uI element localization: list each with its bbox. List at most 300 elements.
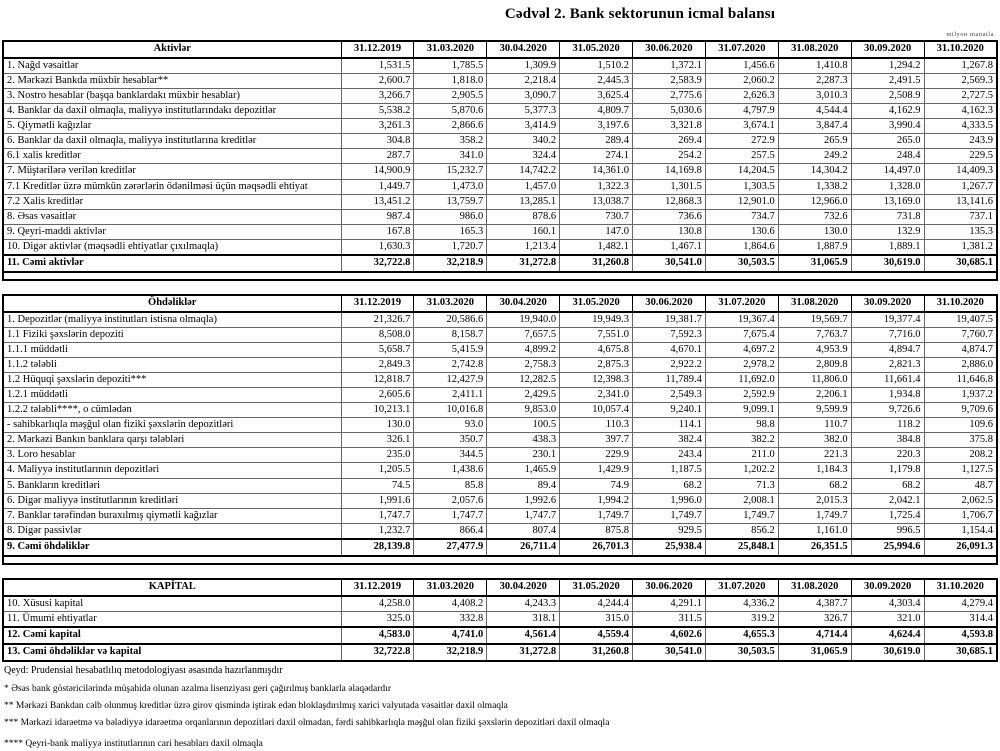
table-row — [3, 119, 997, 134]
value-cell: 1,749.7 — [778, 508, 851, 523]
footnote: ** Mərkəzi Bankdan cəlb olunmuş kreditlər üzrə girov qismində iştirak edən bloklaşdırılmış xarici valyutada vəsaitlər daxil olmaqla — [4, 701, 508, 712]
value-cell: 732.6 — [778, 209, 851, 224]
value-cell: 2,978.2 — [705, 358, 778, 373]
value-cell: 257.5 — [705, 149, 778, 164]
value-cell: 3,261.3 — [341, 119, 414, 134]
column-header: 31.03.2020 — [414, 579, 487, 596]
value-cell: 314.4 — [924, 611, 997, 627]
value-cell: 12,427.9 — [414, 373, 487, 388]
value-cell: 7,675.4 — [705, 327, 778, 342]
value-cell: 8,158.7 — [414, 327, 487, 342]
value-cell: 1,785.5 — [414, 58, 487, 74]
value-cell: 4,697.2 — [705, 342, 778, 357]
value-cell: 19,569.7 — [778, 312, 851, 328]
row-label: 4. Banklar da daxil olmaqla, maliyyə institutlarındakı depozitlər — [3, 104, 341, 119]
value-cell: 11,661.4 — [851, 373, 924, 388]
row-label: - sahibkarlıqla məşğul olan fiziki şəxslərin depozitləri — [3, 418, 341, 433]
value-cell: 1,154.4 — [924, 523, 997, 539]
value-cell: 14,204.5 — [705, 164, 778, 179]
value-cell: 4,797.9 — [705, 104, 778, 119]
value-cell: 1,992.6 — [487, 493, 560, 508]
value-cell: 1,205.5 — [341, 463, 414, 478]
header-row — [3, 579, 997, 596]
value-cell: 10,213.1 — [341, 403, 414, 418]
table-row — [3, 149, 997, 164]
value-cell: 3,847.4 — [778, 119, 851, 134]
value-cell: 1,179.8 — [851, 463, 924, 478]
footnote: Qeyd: Prudensial hesabatlılıq metodologiyası əsasında hazırlanmışdır — [4, 664, 283, 676]
value-cell: 19,381.7 — [633, 312, 706, 328]
value-cell: 2,821.3 — [851, 358, 924, 373]
value-cell: 14,900.9 — [341, 164, 414, 179]
row-label: 3. Nostro hesablar (başqa banklardakı müxbir hesablar) — [3, 89, 341, 104]
value-cell: 875.8 — [560, 523, 633, 539]
value-cell: 5,415.9 — [414, 342, 487, 357]
value-cell: 243.4 — [633, 448, 706, 463]
section-header: Öhdəliklər — [3, 295, 341, 312]
table-row — [3, 493, 997, 508]
value-cell: 167.8 — [341, 224, 414, 239]
value-cell: 4,291.1 — [633, 596, 706, 612]
row-label: 2. Mərkəzi Bankın banklara qarşı tələbləri — [3, 433, 341, 448]
value-cell: 3,090.7 — [487, 89, 560, 104]
value-cell: 32,722.8 — [341, 644, 414, 661]
value-cell: 3,990.4 — [851, 119, 924, 134]
value-cell: 1,720.7 — [414, 239, 487, 255]
value-cell: 1,322.3 — [560, 179, 633, 194]
value-cell: 11,692.0 — [705, 373, 778, 388]
table-row — [3, 463, 997, 478]
row-label: 1.2 Hüquqi şəxslərin depoziti*** — [3, 373, 341, 388]
value-cell: 31,272.8 — [487, 644, 560, 661]
value-cell: 30,503.5 — [705, 644, 778, 661]
value-cell: 26,091.3 — [924, 539, 997, 556]
value-cell: 2,015.3 — [778, 493, 851, 508]
value-cell: 1,184.3 — [778, 463, 851, 478]
value-cell: 332.8 — [414, 611, 487, 627]
table-row — [3, 539, 997, 556]
value-cell: 4,602.6 — [633, 627, 706, 644]
value-cell: 987.4 — [341, 209, 414, 224]
value-cell: 8,508.0 — [341, 327, 414, 342]
row-label: 1. Depozitlər (maliyyə institutları istisna olmaqla) — [3, 312, 341, 328]
table-row — [3, 403, 997, 418]
column-header: 31.12.2019 — [341, 579, 414, 596]
value-cell: 1,187.5 — [633, 463, 706, 478]
value-cell: 4,544.4 — [778, 104, 851, 119]
value-cell: 4,675.8 — [560, 342, 633, 357]
row-label: 13. Cəmi öhdəliklər və kapital — [3, 644, 341, 661]
value-cell: 2,206.1 — [778, 388, 851, 403]
value-cell: 2,592.9 — [705, 388, 778, 403]
value-cell: 382.2 — [705, 433, 778, 448]
value-cell: 1,510.2 — [560, 58, 633, 74]
row-label: 6. Banklar da daxil olmaqla, maliyyə institutlarına kreditlər — [3, 134, 341, 149]
value-cell: 2,849.3 — [341, 358, 414, 373]
value-cell: 1,934.8 — [851, 388, 924, 403]
column-header: 30.04.2020 — [487, 295, 560, 312]
value-cell: 25,848.1 — [705, 539, 778, 556]
row-label: 11. Cəmi aktivlər — [3, 255, 341, 272]
value-cell: 4,593.8 — [924, 627, 997, 644]
value-cell: 2,508.9 — [851, 89, 924, 104]
value-cell: 9,709.6 — [924, 403, 997, 418]
value-cell: 254.2 — [633, 149, 706, 164]
value-cell: 30,619.0 — [851, 644, 924, 661]
value-cell: 2,287.3 — [778, 74, 851, 89]
value-cell: 2,429.5 — [487, 388, 560, 403]
value-cell: 2,775.6 — [633, 89, 706, 104]
table-row — [3, 312, 997, 328]
value-cell: 20,586.6 — [414, 312, 487, 328]
value-cell: 30,541.0 — [633, 644, 706, 661]
value-cell: 130.8 — [633, 224, 706, 239]
value-cell: 19,949.3 — [560, 312, 633, 328]
row-label: 10. Digər aktivlər (məqsədli ehtiyatlar çıxılmaqla) — [3, 239, 341, 255]
value-cell: 2,742.8 — [414, 358, 487, 373]
value-cell: 26,701.3 — [560, 539, 633, 556]
value-cell: 1,457.0 — [487, 179, 560, 194]
table-row — [3, 611, 997, 627]
table-row — [3, 239, 997, 255]
value-cell: 4,162.9 — [851, 104, 924, 119]
value-cell: 130.6 — [705, 224, 778, 239]
value-cell: 2,042.1 — [851, 493, 924, 508]
value-cell: 31,260.8 — [560, 644, 633, 661]
value-cell: 382.0 — [778, 433, 851, 448]
value-cell: 229.9 — [560, 448, 633, 463]
value-cell: 2,569.3 — [924, 74, 997, 89]
value-cell: 74.5 — [341, 478, 414, 493]
value-cell: 221.3 — [778, 448, 851, 463]
table-row — [3, 134, 997, 149]
value-cell: 1,372.1 — [633, 58, 706, 74]
value-cell: 13,038.7 — [560, 194, 633, 209]
footnote: *** Mərkəzi idarəetmə və bələdiyyə idarəetmə orqanlarının depozitləri daxil olmadan, fərdi sahibkarlıqla məşğul olan fiziki şəxslərin depozitləri daxil olmaqla — [4, 718, 610, 729]
value-cell: 32,722.8 — [341, 255, 414, 272]
value-cell: 11,646.8 — [924, 373, 997, 388]
value-cell: 2,626.3 — [705, 89, 778, 104]
row-label: 11. Ümumi ehtiyatlar — [3, 611, 341, 627]
value-cell: 21,326.7 — [341, 312, 414, 328]
value-cell: 74.9 — [560, 478, 633, 493]
value-cell: 734.7 — [705, 209, 778, 224]
value-cell: 384.8 — [851, 433, 924, 448]
header-row — [3, 41, 997, 58]
value-cell: 68.2 — [778, 478, 851, 493]
section-header: Aktivlər — [3, 41, 341, 58]
value-cell: 4,408.2 — [414, 596, 487, 612]
row-label: 4. Maliyyə institutlarının depozitləri — [3, 463, 341, 478]
value-cell: 1,301.5 — [633, 179, 706, 194]
table-row — [3, 194, 997, 209]
value-cell: 12,818.7 — [341, 373, 414, 388]
value-cell: 26,351.5 — [778, 539, 851, 556]
table-row — [3, 164, 997, 179]
value-cell: 4,258.0 — [341, 596, 414, 612]
value-cell: 28,139.8 — [341, 539, 414, 556]
balance-table-1 — [2, 40, 998, 281]
value-cell: 1,202.2 — [705, 463, 778, 478]
value-cell: 9,726.6 — [851, 403, 924, 418]
value-cell: 2,445.3 — [560, 74, 633, 89]
value-cell: 265.0 — [851, 134, 924, 149]
value-cell: 15,232.7 — [414, 164, 487, 179]
value-cell: 265.9 — [778, 134, 851, 149]
column-header: 31.08.2020 — [778, 579, 851, 596]
table-row — [3, 358, 997, 373]
value-cell: 12,868.3 — [633, 194, 706, 209]
value-cell: 14,742.2 — [487, 164, 560, 179]
value-cell: 1,749.7 — [633, 508, 706, 523]
value-cell: 130.0 — [341, 418, 414, 433]
value-cell: 4,809.7 — [560, 104, 633, 119]
table-row — [3, 327, 997, 342]
value-cell: 325.0 — [341, 611, 414, 627]
row-label: 9. Cəmi öhdəliklər — [3, 539, 341, 556]
value-cell: 5,377.3 — [487, 104, 560, 119]
value-cell: 807.4 — [487, 523, 560, 539]
value-cell: 2,062.5 — [924, 493, 997, 508]
value-cell: 1,294.2 — [851, 58, 924, 74]
value-cell: 324.4 — [487, 149, 560, 164]
value-cell: 30,541.0 — [633, 255, 706, 272]
value-cell: 1,213.4 — [487, 239, 560, 255]
value-cell: 1,309.9 — [487, 58, 560, 74]
row-label: 1.1.2 tələbli — [3, 358, 341, 373]
value-cell: 109.6 — [924, 418, 997, 433]
value-cell: 118.2 — [851, 418, 924, 433]
table-row — [3, 433, 997, 448]
value-cell: 3,197.6 — [560, 119, 633, 134]
value-cell: 1,456.6 — [705, 58, 778, 74]
row-label: 6. Digər maliyyə institutlarının kreditləri — [3, 493, 341, 508]
column-header: 31.10.2020 — [924, 295, 997, 312]
value-cell: 165.3 — [414, 224, 487, 239]
value-cell: 4,741.0 — [414, 627, 487, 644]
row-label: 7. Banklar tərəfindən buraxılmış qiymətli kağızlar — [3, 508, 341, 523]
column-header: 31.10.2020 — [924, 579, 997, 596]
column-header: 31.07.2020 — [705, 41, 778, 58]
value-cell: 2,218.4 — [487, 74, 560, 89]
value-cell: 235.0 — [341, 448, 414, 463]
value-cell: 12,282.5 — [487, 373, 560, 388]
value-cell: 1,232.7 — [341, 523, 414, 539]
value-cell: 4,303.4 — [851, 596, 924, 612]
value-cell: 3,414.9 — [487, 119, 560, 134]
column-header: 30.09.2020 — [851, 295, 924, 312]
value-cell: 326.1 — [341, 433, 414, 448]
balance-sheet — [2, 40, 998, 662]
value-cell: 4,162.3 — [924, 104, 997, 119]
value-cell: 341.0 — [414, 149, 487, 164]
value-cell: 1,161.0 — [778, 523, 851, 539]
spacer-row — [3, 272, 997, 280]
value-cell: 1,747.7 — [341, 508, 414, 523]
value-cell: 1,465.9 — [487, 463, 560, 478]
table-row — [3, 523, 997, 539]
value-cell: 1,996.0 — [633, 493, 706, 508]
value-cell: 866.4 — [414, 523, 487, 539]
value-cell: 27,477.9 — [414, 539, 487, 556]
value-cell: 1,747.7 — [487, 508, 560, 523]
value-cell: 19,377.4 — [851, 312, 924, 328]
row-label: 5. Qiymətli kağızlar — [3, 119, 341, 134]
value-cell: 1,749.7 — [560, 508, 633, 523]
value-cell: 269.4 — [633, 134, 706, 149]
row-label: 9. Qeyri-maddi aktivlər — [3, 224, 341, 239]
value-cell: 1,482.1 — [560, 239, 633, 255]
value-cell: 10,016.8 — [414, 403, 487, 418]
value-cell: 1,438.6 — [414, 463, 487, 478]
value-cell: 1,267.8 — [924, 58, 997, 74]
value-cell: 319.2 — [705, 611, 778, 627]
value-cell: 375.8 — [924, 433, 997, 448]
table-row — [3, 448, 997, 463]
value-cell: 1,706.7 — [924, 508, 997, 523]
value-cell: 25,938.4 — [633, 539, 706, 556]
value-cell: 272.9 — [705, 134, 778, 149]
table-row — [3, 596, 997, 612]
row-label: 1.2.1 müddətli — [3, 388, 341, 403]
value-cell: 32,218.9 — [414, 644, 487, 661]
value-cell: 5,030.6 — [633, 104, 706, 119]
value-cell: 30,685.1 — [924, 255, 997, 272]
row-label: 8. Əsas vəsaitlər — [3, 209, 341, 224]
value-cell: 31,260.8 — [560, 255, 633, 272]
value-cell: 32,218.9 — [414, 255, 487, 272]
value-cell: 208.2 — [924, 448, 997, 463]
value-cell: 2,549.3 — [633, 388, 706, 403]
value-cell: 1,467.1 — [633, 239, 706, 255]
value-cell: 4,953.9 — [778, 342, 851, 357]
value-cell: 135.3 — [924, 224, 997, 239]
value-cell: 14,409.3 — [924, 164, 997, 179]
value-cell: 1,531.5 — [341, 58, 414, 74]
column-header: 31.07.2020 — [705, 579, 778, 596]
value-cell: 68.2 — [851, 478, 924, 493]
value-cell: 9,853.0 — [487, 403, 560, 418]
value-cell: 211.0 — [705, 448, 778, 463]
value-cell: 2,411.1 — [414, 388, 487, 403]
value-cell: 340.2 — [487, 134, 560, 149]
row-label: 10. Xüsusi kapital — [3, 596, 341, 612]
column-header: 31.08.2020 — [778, 295, 851, 312]
footnote: * Əsas bank göstəricilərində müşahidə olunan azalma lisenziyası geri çağırılmış banklarla əlaqədardır — [4, 684, 391, 695]
column-header: 30.04.2020 — [487, 41, 560, 58]
value-cell: 2,758.3 — [487, 358, 560, 373]
value-cell: 1,338.2 — [778, 179, 851, 194]
value-cell: 1,449.7 — [341, 179, 414, 194]
value-cell: 13,169.0 — [851, 194, 924, 209]
row-label: 6.1 xalis kreditlər — [3, 149, 341, 164]
value-cell: 12,901.0 — [705, 194, 778, 209]
table-row — [3, 478, 997, 493]
row-label: 8. Digər passivlər — [3, 523, 341, 539]
value-cell: 4,624.4 — [851, 627, 924, 644]
value-cell: 9,240.1 — [633, 403, 706, 418]
value-cell: 68.2 — [633, 478, 706, 493]
value-cell: 2,600.7 — [341, 74, 414, 89]
value-cell: 4,655.3 — [705, 627, 778, 644]
value-cell: 1,328.0 — [851, 179, 924, 194]
value-cell: 2,727.5 — [924, 89, 997, 104]
page-title: Cədvəl 2. Bank sektorunun icmal balansı — [504, 6, 776, 22]
row-label: 1. Nağd vəsaitlər — [3, 58, 341, 74]
value-cell: 2,809.8 — [778, 358, 851, 373]
value-cell: 5,870.6 — [414, 104, 487, 119]
value-cell: 243.9 — [924, 134, 997, 149]
table-row — [3, 89, 997, 104]
row-label: 5. Bankların kreditləri — [3, 478, 341, 493]
value-cell: 2,875.3 — [560, 358, 633, 373]
value-cell: 14,361.0 — [560, 164, 633, 179]
value-cell: 986.0 — [414, 209, 487, 224]
row-label: 2. Mərkəzi Bankda müxbir hesablar** — [3, 74, 341, 89]
value-cell: 4,333.5 — [924, 119, 997, 134]
value-cell: 1,381.2 — [924, 239, 997, 255]
value-cell: 1,267.7 — [924, 179, 997, 194]
value-cell: 304.8 — [341, 134, 414, 149]
value-cell: 7,551.0 — [560, 327, 633, 342]
table-row — [3, 104, 997, 119]
column-header: 30.09.2020 — [851, 579, 924, 596]
value-cell: 350.7 — [414, 433, 487, 448]
table-row — [3, 388, 997, 403]
value-cell: 249.2 — [778, 149, 851, 164]
value-cell: 9,099.1 — [705, 403, 778, 418]
value-cell: 438.3 — [487, 433, 560, 448]
column-header: 31.08.2020 — [778, 41, 851, 58]
value-cell: 2,866.6 — [414, 119, 487, 134]
column-header: 31.05.2020 — [560, 41, 633, 58]
footnotes — [2, 665, 662, 751]
value-cell: 248.4 — [851, 149, 924, 164]
value-cell: 311.5 — [633, 611, 706, 627]
value-cell: 30,619.0 — [851, 255, 924, 272]
value-cell: 1,630.3 — [341, 239, 414, 255]
value-cell: 3,625.4 — [560, 89, 633, 104]
row-label: 7.1 Kreditlər üzrə mümkün zərərlərin ödənilməsi üçün məqsədli ehtiyat — [3, 179, 341, 194]
value-cell: 19,940.0 — [487, 312, 560, 328]
value-cell: 736.6 — [633, 209, 706, 224]
value-cell: 2,060.2 — [705, 74, 778, 89]
value-cell: 344.5 — [414, 448, 487, 463]
value-cell: 1,473.0 — [414, 179, 487, 194]
row-label: 7.2 Xalis kreditlər — [3, 194, 341, 209]
value-cell: 2,491.5 — [851, 74, 924, 89]
value-cell: 12,966.0 — [778, 194, 851, 209]
value-cell: 13,141.6 — [924, 194, 997, 209]
unit-note: milyon manatla — [946, 31, 994, 38]
table-row — [3, 224, 997, 239]
value-cell: 397.7 — [560, 433, 633, 448]
row-label: 1.2.2 tələbli****, o cümlədən — [3, 403, 341, 418]
value-cell: 3,674.1 — [705, 119, 778, 134]
value-cell: 230.1 — [487, 448, 560, 463]
section-header: KAPİTAL — [3, 579, 341, 596]
value-cell: 130.0 — [778, 224, 851, 239]
row-label: 3. Loro hesablar — [3, 448, 341, 463]
value-cell: 12,398.3 — [560, 373, 633, 388]
value-cell: 147.0 — [560, 224, 633, 239]
value-cell: 730.7 — [560, 209, 633, 224]
table-row — [3, 418, 997, 433]
column-header: 30.06.2020 — [633, 295, 706, 312]
column-header: 31.03.2020 — [414, 41, 487, 58]
column-header: 31.10.2020 — [924, 41, 997, 58]
value-cell: 110.3 — [560, 418, 633, 433]
